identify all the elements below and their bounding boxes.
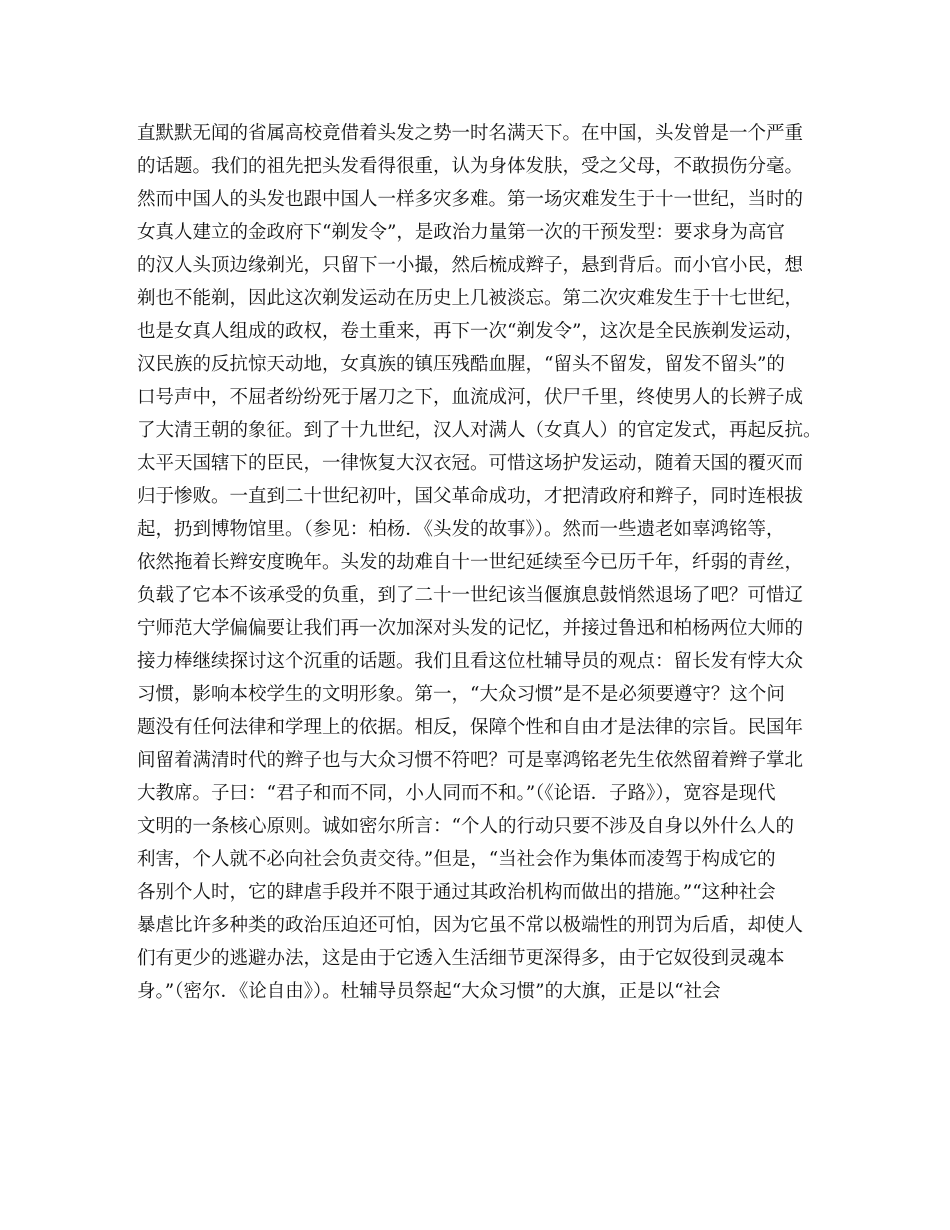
text-line-1: 直默默无闻的省属高校竟借着头发之势一时名满天下。在中国，头发曾是一个严重 (137, 123, 804, 144)
text-line-18: 习惯，影响本校学生的文明形象。第一，“大众习惯”是不是必须要遵守？这个问 (137, 684, 785, 705)
text-line-16: 宁师范大学偏偏要让我们再一次加深对头发的记忆，并接过鲁迅和柏杨两位大师的 (137, 618, 804, 639)
text-line-7: 也是女真人组成的政权，卷土重来，再下一次“剃发令”，这次是全民族剃发运动， (137, 321, 804, 342)
text-line-21: 大教席。子曰：“君子和而不同，小人同而不和。”（《论语．子路》），宽容是现代 (137, 783, 776, 804)
text-line-14: 依然拖着长辫安度晚年。头发的劫难自十一世纪延续至今已历千年，纤弱的青丝， (137, 552, 804, 573)
text-line-17: 接力棒继续探讨这个沉重的话题。我们且看这位杜辅导员的观点：留长发有悖大众 (137, 651, 804, 672)
text-line-27: 身。”（密尔．《论自由》）。杜辅导员祭起“大众习惯”的大旗，正是以“社会 (137, 981, 721, 1002)
text-line-15: 负载了它本不该承受的负重，到了二十一世纪该当偃旗息鼓悄然退场了吧？可惜辽 (137, 585, 804, 606)
text-line-3: 然而中国人的头发也跟中国人一样多灾多难。第一场灾难发生于十一世纪，当时的 (137, 189, 804, 210)
text-line-19: 题没有任何法律和学理上的依据。相反，保障个性和自由才是法律的宗旨。民国年 (137, 717, 804, 738)
text-line-20: 间留着满清时代的辫子也与大众习惯不符吧？可是辜鸿铭老先生依然留着辫子掌北 (137, 750, 804, 771)
text-line-4: 女真人建立的金政府下“剃发令”，是政治力量第一次的干预发型：要求身为高官 (137, 222, 785, 243)
text-line-22: 文明的一条核心原则。诚如密尔所言：“个人的行动只要不涉及自身以外什么人的 (137, 816, 794, 837)
text-line-12: 归于惨败。一直到二十世纪初叶，国父革命成功，才把清政府和辫子，同时连根拔 (137, 486, 804, 507)
text-line-24: 各别个人时，它的肆虐手段并不限于通过其政治机构而做出的措施。”“这种社会 (137, 882, 776, 903)
text-line-8: 汉民族的反抗惊天动地，女真族的镇压残酷血腥，“留头不留发，留发不留头”的 (137, 354, 785, 375)
text-line-25: 暴虐比许多种类的政治压迫还可怕，因为它虽不常以极端性的刑罚为后盾，却使人 (137, 915, 804, 936)
text-line-10: 了大清王朝的象征。到了十九世纪，汉人对满人（女真人）的官定发式，再起反抗。 (137, 420, 822, 441)
text-line-6: 剃也不能剃，因此这次剃发运动在历史上几被淡忘。第二次灾难发生于十七世纪， (137, 288, 804, 309)
text-line-23: 利害，个人就不必向社会负责交待。”但是，“当社会作为集体而凌驾于构成它的 (137, 849, 776, 870)
body-text (137, 117, 827, 1008)
text-line-26: 们有更少的逃避办法，这是由于它透入生活细节更深得多，由于它奴役到灵魂本 (137, 948, 785, 969)
text-line-2: 的话题。我们的祖先把头发看得很重，认为身体发肤，受之父母，不敢损伤分毫。 (137, 156, 804, 177)
text-line-9: 口号声中，不屈者纷纷死于屠刀之下，血流成河，伏尸千里，终使男人的长辨子成 (137, 387, 804, 408)
text-line-5: 的汉人头顶边缘剃光，只留下一小撮，然后梳成辫子，悬到背后。而小官小民，想 (137, 255, 804, 276)
text-line-13: 起，扔到博物馆里。（参见：柏杨．《头发的故事》）。然而一些遗老如辜鸿铭等， (137, 519, 785, 540)
text-line-11: 太平天国辖下的臣民，一律恢复大汉衣冠。可惜这场护发运动，随着天国的覆灭而 (137, 453, 804, 474)
